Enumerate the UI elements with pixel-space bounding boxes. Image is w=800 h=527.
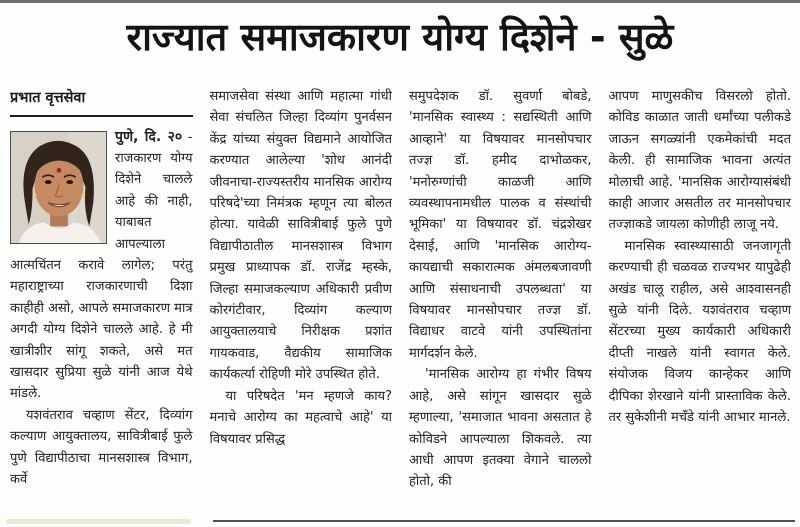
portrait-photo-illustration [11,132,106,243]
paragraph: या परिषदेत 'मन म्हणजे काय? मनाचे आरोग्य का महत्वाचे आहे' या विषयावर प्रसिद्ध [209,388,392,447]
article-headline: राज्यात समाजकारण योग्य दिशेने - सुळे [126,15,674,59]
lead-text: - राजकारण योग्य दिशेने चालले आहे की नाही, याबाबत आपल्याला आत्मचिंतन करावे लागेल; परंतु महाराष्ट्राच्या राजकारणाची दिशा काहीही असो, आपले समाजकारण मात्र अगदी योग्य दिशेने चालले आहे. हे मी खात्रीशीर सांगू शकते, असे मत खासदार सुप्रिया सुळे यांनी आज येथे मांडले. [10,129,193,402]
column-2 [210,86,393,515]
article-end-rule [213,520,795,522]
paragraph: समाजसेवा संस्था आणि महात्मा गांधी सेवा संचलित जिल्हा दिव्यांग पुनर्वसन केंद्र यांच्या संयुक्त विद्यमाने आयोजित करण्यात आलेल्या 'शोध आनंदी जीवनाचा-राज्यस्तरीय मानसिक आरोग्य परिषदे'च्या निमंत्रक म्हणून त्या बोलत होत्या. यावेळी सावित्रीबाई फुले पुणे विद्यापीठातील मानसशास्त्र विभाग प्रमुख प्राध्यापक डॉ. राजेंद्र म्हस्के, जिल्हा समाजकल्याण अधिकारी प्रवीण कोरगंटीवार, दिव्यांग कल्याण आयुक्तालयाचे निरीक्षक प्रशांत गायकवाड, वैद्यकीय सामाजिक कार्यकर्त्या रोहिणी मोरे उपस्थित होते. [209,89,392,383]
column1-end-bar [6,519,191,524]
column-1 [10,86,193,515]
portrait-photo [10,131,107,244]
paragraph: मानसिक स्वास्थ्यासाठी जनजागृती करण्याची ही चळवळ राज्यभर यापुढेही अखंड चालू राहील, असे आश्वासनही सुळे यांनी दिले. यशवंतराव चव्हाण सेंटरच्या मुख्य कार्यकारी अधिकारी दीप्ती नाखले यांनी स्वागत केले. संयोजक विजय कान्हेकर आणि दीपिका शेरखाने यांनी प्रास्ताविक केले. तर सुकेशीनी मचँडे यांनी आभार मानले. [608,238,791,426]
paragraph: 'मानसिक आरोग्य हा गंभीर विषय आहे, असे सांगून खासदार सुळे म्हणाल्या, 'समाजात भावना असतात हे कोविडने आपल्याला शिकवले. त्या आधी आपण इतक्या वेगाने चाललो होतो, की [409,367,592,490]
paragraph: यशवंतराव चव्हाण सेंटर, दिव्यांग कल्याण आयुक्तालय, सावित्रीबाई फुले पुणे विद्यापीठाचा मानसशास्त्र विभाग, कर्वे [10,407,193,487]
paragraph: आपण माणुसकीच विसरलो होतो. कोविड काळात जाती धर्मांच्या पलीकडे जाऊन सगळ्यांनी एकमेकांची मदत केली. ही सामाजिक भावना अत्यंत मोलाची आहे. 'मानसिक आरोग्यासंबंधी काही आजार असतील तर मानसोपचार तज्ज्ञाकडे जायला कोणीही लाजू नये. [608,89,791,233]
article-columns [10,86,791,515]
column-3 [409,86,592,515]
byline: प्रभात वृत्तसेवा [10,90,86,106]
dateline: पुणे, दि. २० [115,128,183,145]
paragraph: समुपदेशक डॉ. सुवर्णा बोबडे, 'मानसिक स्वास्थ्य : सद्यस्थिती आणि आव्हाने' या विषयावर मानसोपचार तज्ज्ञ डॉ. हमीद दाभोळकर, 'मनोरुग्णांची काळजी आणि व्यवस्थापनामधील पालक व संस्थांची भूमिका' या विषयावर डॉ. चंद्रशेखर देसाई, आणि 'मानसिक आरोग्य-कायद्याची सकारात्मक अंमलबजावणी आणि संसाधनाची उपलब्धता' या विषयावर मानसोपचार तज्ज्ञ डॉ. विद्याधर वाटवे यांनी उपस्थितांना मार्गदर्शन केले. [409,89,592,361]
byline-rule [10,115,193,117]
top-border-rule [0,0,800,3]
lead-paragraph [10,127,193,405]
column-4 [609,86,792,515]
